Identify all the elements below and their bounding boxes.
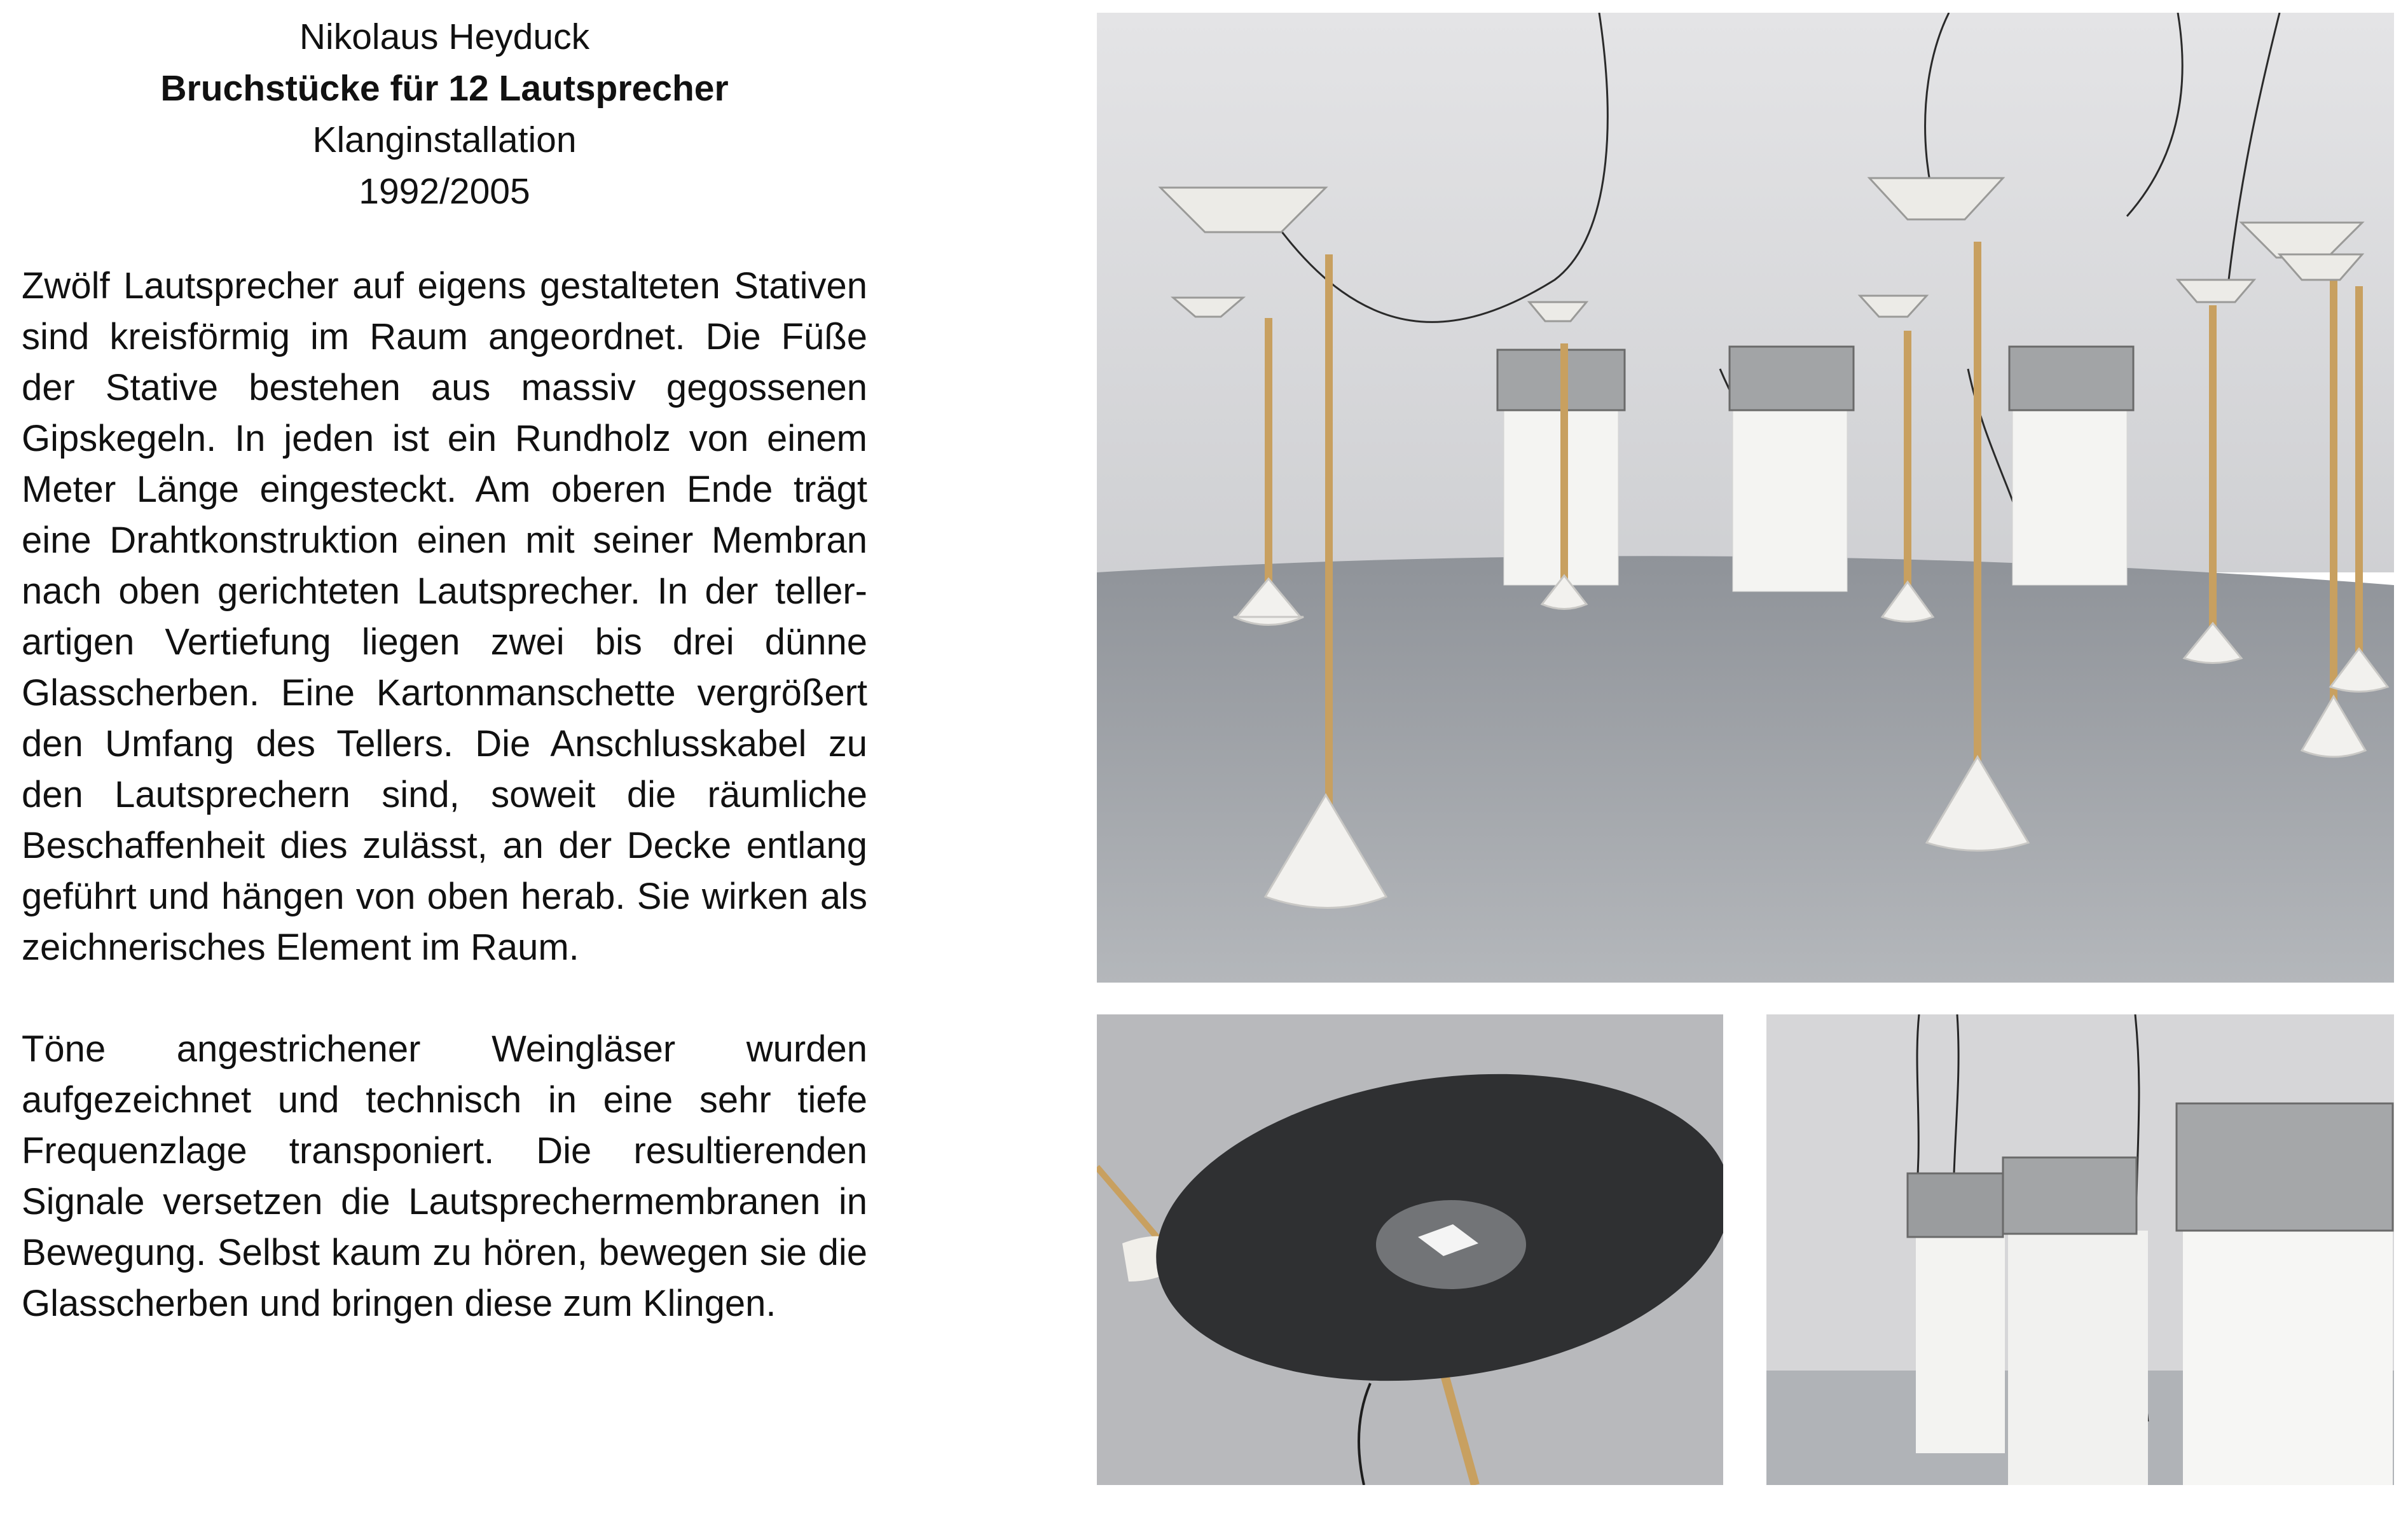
speaker-closeup-drawing	[1097, 1014, 1723, 1485]
speaker-closeup-photo	[1097, 1014, 1723, 1485]
amplifier-pedestals-drawing	[1766, 1014, 2394, 1485]
artwork-medium: Klanginstallation	[312, 120, 577, 160]
text-column	[22, 11, 867, 1329]
artwork-header	[22, 11, 867, 218]
description-paragraph-2: Töne angestrichener Weingläser wurden aufgezeichnet und technisch in eine sehr tiefe Frequenzlage transponiert. Die resultierenden Signale versetzen die Lautsprechermembranen in Bewegung. Selbst kaum zu hören, bewegen sie die Glasscherben und bringen diese zum Klingen.	[22, 1028, 867, 1324]
amplifiers	[1497, 347, 2133, 410]
artwork-year: 1992/2005	[359, 171, 530, 212]
description-paragraph-1: Zwölf Lautsprecher auf eigens gestalteten Stativen sind kreisförmig im Raum angeordnet. Die Füße der Stative bestehen aus massiv gegossenen Gipskegeln. In jeden ist ein Rundholz von einem Meter Länge eingesteckt. Am oberen Ende trägt eine Drahtkonstruktion einen mit seiner Membran nach oben gerichteten Lautsprecher. In der tellerartigen Vertiefung liegen zwei bis drei dünne Glasscherben. Eine Kartonmanschette vergrößert den Umfang des Tellers. Die Anschlusskabel zu den Lautsprechern sind, soweit die räumliche Beschaffenheit dies zulässt, an der Decke entlang geführt und hängen von oben herab. Sie wirken als zeichnerisches Element im Raum.	[22, 265, 867, 968]
pedestals	[1504, 394, 2127, 591]
artwork-title: Bruchstücke für 12 Lautsprecher	[160, 68, 729, 109]
installation-photo-main-drawing	[1097, 13, 2394, 983]
artist-name: Nikolaus Heyduck	[299, 17, 590, 57]
installation-photo-main	[1097, 13, 2394, 983]
amplifier-pedestals-photo	[1766, 1014, 2394, 1485]
